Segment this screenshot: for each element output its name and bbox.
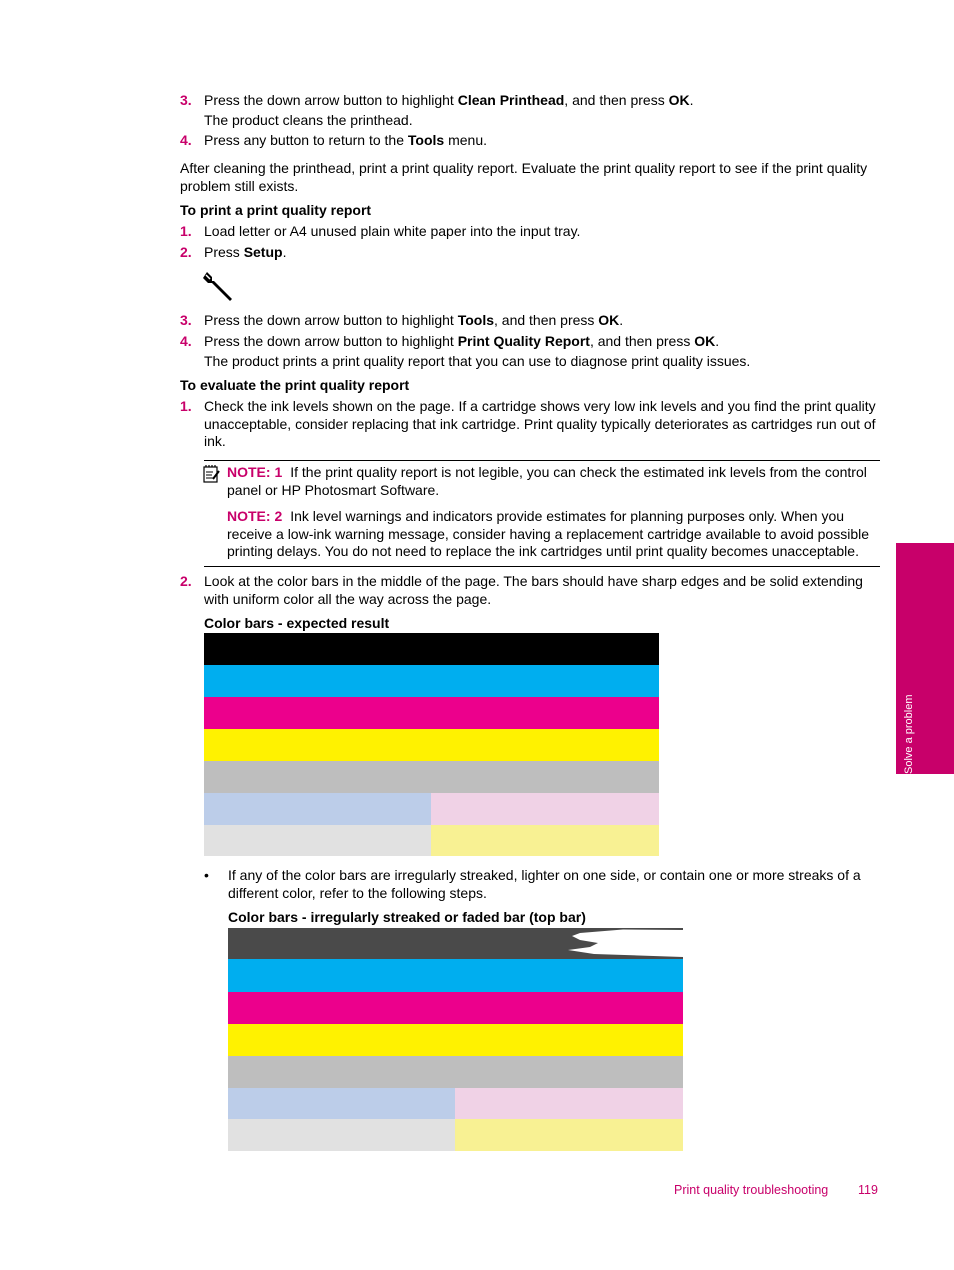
- bullet-text: If any of the color bars are irregularly streaked, lighter on one side, or contain one or more streaks of a different color, refer to the following steps.: [228, 867, 861, 901]
- streaked-dark-bar: [228, 928, 683, 959]
- step-text: Press Setup.: [204, 244, 287, 260]
- note-bottom-rule: [204, 566, 880, 567]
- step-number: 2.: [180, 573, 192, 589]
- note-top-rule: [204, 460, 880, 461]
- light-blue-bar: [204, 793, 431, 825]
- step-text: Press the down arrow button to highlight Clean Printhead, and then press OK.: [204, 92, 694, 108]
- light-gray-bar: [228, 1119, 455, 1151]
- magenta-bar: [204, 697, 659, 729]
- side-tab: [896, 543, 954, 774]
- light-pink-bar: [431, 793, 659, 825]
- bullet-mark: •: [204, 867, 209, 883]
- gray-bar: [228, 1056, 683, 1088]
- step-subtext: The product prints a print quality report that you can use to diagnose print quality issues.: [204, 353, 751, 369]
- step-text: Press any button to return to the Tools menu.: [204, 132, 488, 148]
- note-1: NOTE: 1 If the print quality report is not legible, you can check the estimated ink levels from the control panel or HP Photosmart Software.: [227, 464, 867, 498]
- step-text: Press the down arrow button to highlight Print Quality Report, and then press OK.: [204, 333, 720, 349]
- cyan-bar: [228, 959, 683, 992]
- step-text: Check the ink levels shown on the page. If a cartridge shows very low ink levels and you find the print quality unacceptable, consider replacing that ink cartridge. Print quality typically deteriorates as cartridges run out of ink.: [204, 398, 876, 449]
- note-label: NOTE: 2: [227, 508, 283, 524]
- note-pad-icon: [203, 464, 221, 484]
- step-text: Load letter or A4 unused plain white paper into the input tray.: [204, 223, 581, 239]
- step-number: 4.: [180, 333, 192, 349]
- page-number: 119: [858, 1183, 878, 1197]
- light-yellow-bar: [431, 825, 659, 856]
- step-text: Look at the color bars in the middle of the page. The bars should have sharp edges and be solid extending with uniform color all the way across the page.: [204, 573, 863, 607]
- side-tab-label: Solve a problem: [903, 694, 915, 774]
- step-number: 2.: [180, 244, 192, 260]
- figure-caption: Color bars - irregularly streaked or faded bar (top bar): [228, 909, 586, 925]
- section-heading: To print a print quality report: [180, 202, 372, 218]
- footer-section: Print quality troubleshooting: [674, 1183, 829, 1197]
- step-number: 3.: [180, 92, 192, 108]
- wrench-icon: [203, 270, 235, 302]
- step-number: 3.: [180, 312, 192, 328]
- step-subtext: The product cleans the printhead.: [204, 112, 413, 128]
- gray-bar: [204, 761, 659, 793]
- note-2: NOTE: 2 Ink level warnings and indicators provide estimates for planning purposes only. When you receive a low-ink warning message, consider having a replacement cartridge available to avoid possible printing delays. You do not need to replace the ink cartridges until print quality becomes unacceptable.: [227, 508, 870, 559]
- light-pink-bar: [455, 1088, 683, 1119]
- step-number: 4.: [180, 132, 192, 148]
- section-heading: To evaluate the print quality report: [180, 377, 410, 393]
- step-number: 1.: [180, 398, 192, 414]
- light-gray-bar: [204, 825, 431, 856]
- yellow-bar: [204, 729, 659, 761]
- note-label: NOTE: 1: [227, 464, 283, 480]
- step-text: Press the down arrow button to highlight Tools, and then press OK.: [204, 312, 624, 328]
- yellow-bar: [228, 1024, 683, 1056]
- light-yellow-bar: [455, 1119, 683, 1151]
- cyan-bar: [204, 665, 659, 697]
- black-bar: [204, 633, 659, 665]
- figure-caption: Color bars - expected result: [204, 615, 390, 631]
- light-blue-bar: [228, 1088, 455, 1119]
- paragraph: After cleaning the printhead, print a print quality report. Evaluate the print quality report to see if the print quality problem still exists.: [180, 160, 868, 194]
- step-number: 1.: [180, 223, 192, 239]
- magenta-bar: [228, 992, 683, 1024]
